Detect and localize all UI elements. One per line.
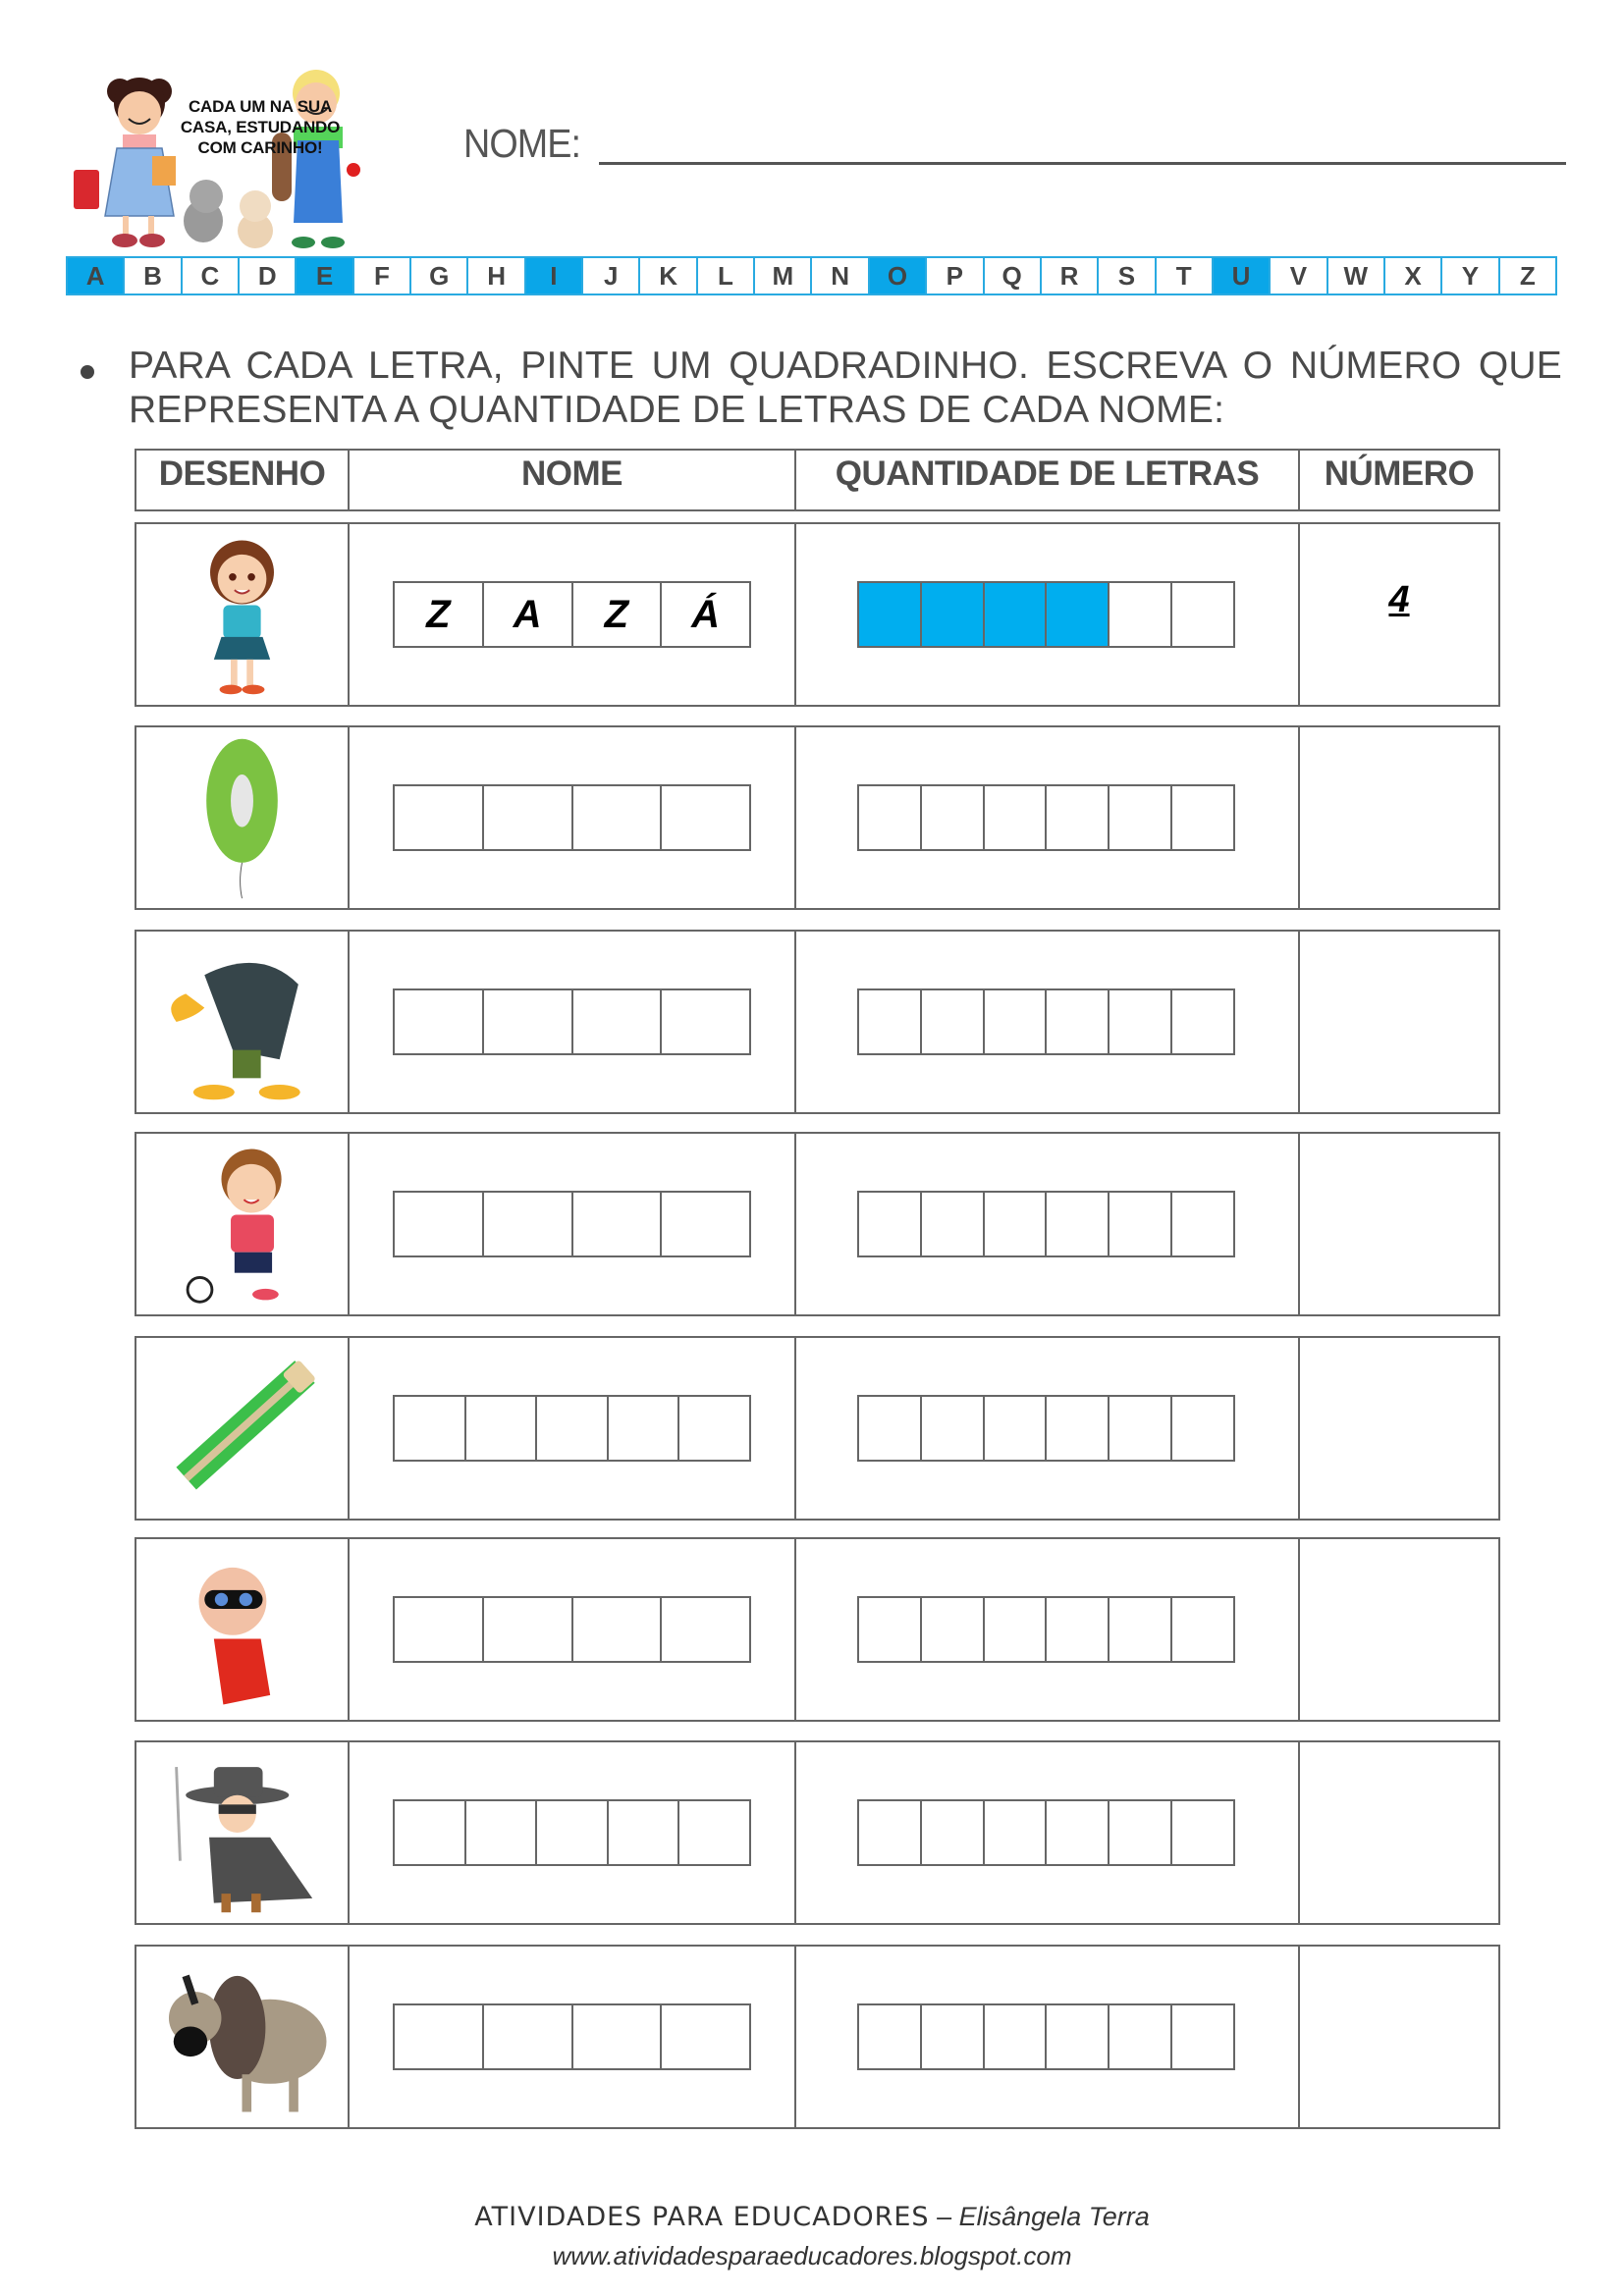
- name-letter-box[interactable]: A: [484, 583, 573, 646]
- quantity-square[interactable]: [922, 786, 985, 849]
- quantity-square[interactable]: [1110, 1598, 1172, 1661]
- alphabet-letter-m: M: [755, 258, 812, 294]
- alphabet-letter-h: H: [468, 258, 525, 294]
- name-letter-boxes: [393, 1799, 751, 1866]
- quantity-squares: [857, 1596, 1235, 1663]
- name-letter-box[interactable]: [484, 1598, 573, 1661]
- name-letter-boxes: [393, 1596, 751, 1663]
- name-letter-box[interactable]: [662, 2005, 749, 2068]
- quantity-square[interactable]: [1172, 583, 1233, 646]
- header-slogan: CADA UM NA SUA CASA, ESTUDANDO COM CARINHO!: [180, 97, 341, 157]
- quantity-square-filled[interactable]: [985, 583, 1048, 646]
- header-nome: NOME: [350, 451, 796, 509]
- alphabet-letter-z: Z: [1519, 260, 1536, 291]
- quantity-square[interactable]: [985, 1397, 1048, 1460]
- name-letter-box[interactable]: [395, 1193, 484, 1255]
- picture-cell: [136, 1539, 350, 1720]
- alphabet-letter-f: F: [354, 258, 411, 294]
- footer-brand: ATIVIDADES PARA EDUCADORES: [474, 2202, 930, 2232]
- quantity-square[interactable]: [922, 1193, 985, 1255]
- name-letter-box[interactable]: [395, 1397, 466, 1460]
- picture-cell: [136, 1338, 350, 1519]
- name-letter-box[interactable]: [466, 1801, 538, 1864]
- name-letter-boxes: [393, 784, 751, 851]
- quantity-square[interactable]: [859, 2005, 922, 2068]
- quantity-cell: [796, 1134, 1300, 1314]
- quantity-square[interactable]: [922, 1801, 985, 1864]
- quantity-square[interactable]: [1110, 786, 1172, 849]
- quantity-squares: [857, 1191, 1235, 1257]
- alphabet-letter-a: A: [68, 258, 125, 294]
- quantity-square[interactable]: [922, 1397, 985, 1460]
- girl-icon: [144, 530, 340, 699]
- name-letter-box[interactable]: [395, 990, 484, 1053]
- alphabet-letter-o: O: [870, 258, 927, 294]
- name-cell: [350, 1134, 796, 1314]
- name-field-line[interactable]: [599, 162, 1566, 165]
- name-letter-boxes: [393, 988, 751, 1055]
- table-row: [135, 522, 1500, 707]
- green-balloon-letter-o-icon: [144, 733, 340, 902]
- quantity-square[interactable]: [1047, 1397, 1110, 1460]
- table-row: [135, 930, 1500, 1114]
- picture-cell: [136, 524, 350, 705]
- name-letter-box[interactable]: [395, 2005, 484, 2068]
- quantity-square[interactable]: [1047, 786, 1110, 849]
- quantity-square[interactable]: [859, 1801, 922, 1864]
- name-cell: [350, 1338, 796, 1519]
- table-row: [135, 1945, 1500, 2129]
- quantity-square[interactable]: [1172, 786, 1233, 849]
- name-cell: [350, 1947, 796, 2127]
- quantity-square[interactable]: [1047, 2005, 1110, 2068]
- name-letter-box[interactable]: [679, 1397, 749, 1460]
- quantity-square[interactable]: [1047, 1598, 1110, 1661]
- name-letter-box[interactable]: [609, 1397, 680, 1460]
- quantity-cell: [796, 1539, 1300, 1720]
- number-cell[interactable]: [1300, 524, 1498, 705]
- vulture-cartoon-icon: [144, 937, 340, 1106]
- quantity-square[interactable]: [1110, 2005, 1172, 2068]
- header-numero: NÚMERO: [1324, 454, 1475, 493]
- name-letter-box[interactable]: Z: [395, 583, 484, 646]
- quantity-square[interactable]: [859, 786, 922, 849]
- quantity-square[interactable]: [1110, 583, 1172, 646]
- quantity-square[interactable]: [985, 786, 1048, 849]
- number-cell[interactable]: [1300, 1742, 1498, 1923]
- alphabet-letter-l: L: [698, 258, 755, 294]
- footer-author: Elisângela Terra: [958, 2202, 1150, 2231]
- quantity-squares: [857, 988, 1235, 1055]
- instruction-text: PARA CADA LETRA, PINTE UM QUADRADINHO. ESCREVA O NÚMERO QUE REPRESENTA A QUANTIDADE DE LETRAS DE CADA NOME:: [129, 345, 1562, 431]
- quantity-cell: [796, 1742, 1300, 1923]
- name-letter-boxes: [393, 1191, 751, 1257]
- quantity-square[interactable]: [985, 1193, 1048, 1255]
- alphabet-letter-u: U: [1214, 258, 1271, 294]
- number-value: 4: [1388, 579, 1410, 620]
- alphabet-letter-b: B: [125, 258, 182, 294]
- name-letter-box[interactable]: [395, 1801, 466, 1864]
- table-row: [135, 1336, 1500, 1521]
- name-letter-box[interactable]: [573, 2005, 663, 2068]
- quantity-square[interactable]: [859, 1397, 922, 1460]
- name-letter-box[interactable]: [466, 1397, 538, 1460]
- quantity-square[interactable]: [1172, 1801, 1233, 1864]
- zorro-cartoon-icon: [144, 1748, 340, 1917]
- name-letter-box[interactable]: [662, 786, 749, 849]
- alphabet-letter-k: K: [640, 258, 697, 294]
- name-letter-boxes: [393, 581, 751, 648]
- alphabet-letter-x: X: [1385, 258, 1442, 294]
- quantity-square[interactable]: [1047, 990, 1110, 1053]
- quantity-square[interactable]: [1172, 1397, 1233, 1460]
- table-row: [135, 1132, 1500, 1316]
- masked-baby-superhero-icon: [144, 1545, 340, 1714]
- alphabet-letter-v: V: [1271, 258, 1327, 294]
- alphabet-letter-s: S: [1099, 258, 1156, 294]
- picture-cell: [136, 727, 350, 908]
- quantity-square[interactable]: [1172, 1598, 1233, 1661]
- quantity-square[interactable]: [1172, 2005, 1233, 2068]
- number-cell[interactable]: [1300, 1539, 1498, 1720]
- quantity-squares: [857, 1799, 1235, 1866]
- quantity-square[interactable]: [985, 1598, 1048, 1661]
- name-cell: [350, 1742, 796, 1923]
- quantity-square-filled[interactable]: [922, 583, 985, 646]
- picture-cell: [136, 1134, 350, 1314]
- number-cell[interactable]: [1300, 1338, 1498, 1519]
- alphabet-letter-t: T: [1157, 258, 1214, 294]
- quantity-cell: [796, 932, 1300, 1112]
- quantity-square[interactable]: [1110, 1801, 1172, 1864]
- name-cell: [350, 524, 796, 705]
- name-cell: [350, 932, 796, 1112]
- quantity-cell: [796, 1947, 1300, 2127]
- name-letter-box[interactable]: [573, 990, 663, 1053]
- name-letter-box[interactable]: Á: [691, 592, 721, 636]
- alphabet-letter-w: W: [1328, 258, 1385, 294]
- name-label: NOME:: [463, 121, 581, 166]
- name-letter-box[interactable]: [662, 1598, 749, 1661]
- quantity-square[interactable]: [1110, 1193, 1172, 1255]
- alphabet-letter-j: J: [583, 258, 640, 294]
- green-zipper-icon: [144, 1344, 340, 1513]
- number-cell[interactable]: [1300, 1134, 1498, 1314]
- name-letter-box[interactable]: [573, 786, 663, 849]
- alphabet-letter-p: P: [927, 258, 984, 294]
- quantity-squares: [857, 2003, 1235, 2070]
- alphabet-letter-r: R: [1042, 258, 1099, 294]
- name-letter-box[interactable]: [537, 1397, 609, 1460]
- name-letter-boxes: [393, 2003, 751, 2070]
- picture-cell: [136, 1742, 350, 1923]
- name-letter-box[interactable]: [609, 1801, 680, 1864]
- quantity-square[interactable]: [859, 1193, 922, 1255]
- number-cell[interactable]: [1300, 1947, 1498, 2127]
- quantity-cell: [796, 727, 1300, 908]
- name-cell: [350, 727, 796, 908]
- footer-url[interactable]: www.atividadesparaeducadores.blogspot.com: [552, 2241, 1072, 2270]
- table-row: [135, 725, 1500, 910]
- quantity-square[interactable]: [985, 1801, 1048, 1864]
- quantity-cell: [796, 1338, 1300, 1519]
- name-letter-box[interactable]: [679, 1801, 749, 1864]
- table-header: [135, 449, 1500, 511]
- name-letter-box[interactable]: [573, 1598, 663, 1661]
- name-letter-box[interactable]: [484, 2005, 573, 2068]
- quantity-square[interactable]: [1047, 1193, 1110, 1255]
- quantity-square[interactable]: [859, 990, 922, 1053]
- name-cell: [350, 1539, 796, 1720]
- alphabet-letter-i: I: [526, 258, 583, 294]
- alphabet-letter-y: Y: [1442, 258, 1499, 294]
- name-letter-box[interactable]: Z: [573, 583, 663, 646]
- quantity-square-filled[interactable]: [1047, 583, 1110, 646]
- table-row: [135, 1740, 1500, 1925]
- name-letter-box[interactable]: [662, 990, 749, 1053]
- footer-credit: [0, 2202, 1624, 2232]
- alphabet-letter-c: C: [183, 258, 240, 294]
- quantity-squares: [857, 1395, 1235, 1462]
- picture-cell: [136, 932, 350, 1112]
- quantity-square[interactable]: [1172, 1193, 1233, 1255]
- name-letter-box[interactable]: [573, 1193, 663, 1255]
- name-letter-box[interactable]: [662, 1193, 749, 1255]
- quantity-square[interactable]: [859, 1598, 922, 1661]
- quantity-square[interactable]: [922, 990, 985, 1053]
- name-letter-box[interactable]: [537, 1801, 609, 1864]
- quantity-square[interactable]: [985, 2005, 1048, 2068]
- quantity-square[interactable]: [1110, 1397, 1172, 1460]
- quantity-square[interactable]: [922, 1598, 985, 1661]
- quantity-square[interactable]: [922, 2005, 985, 2068]
- footer-separator: –: [929, 2202, 959, 2231]
- number-cell[interactable]: [1300, 727, 1498, 908]
- alphabet-letter-g: G: [411, 258, 468, 294]
- quantity-cell: [796, 524, 1300, 705]
- alphabet-letter-d: D: [240, 258, 297, 294]
- name-letter-box[interactable]: [484, 786, 573, 849]
- zebu-ox-icon: [144, 1952, 340, 2121]
- boy-playing-soccer-icon: [144, 1140, 340, 1308]
- quantity-square[interactable]: [1047, 1801, 1110, 1864]
- alphabet-letter-n: N: [812, 258, 869, 294]
- name-letter-box[interactable]: [484, 1193, 573, 1255]
- name-letter-boxes: [393, 1395, 751, 1462]
- header-quantidade: QUANTIDADE DE LETRAS: [796, 451, 1300, 509]
- quantity-squares: [857, 784, 1235, 851]
- quantity-square[interactable]: [1172, 990, 1233, 1053]
- quantity-square-filled[interactable]: [859, 583, 922, 646]
- quantity-squares: [857, 581, 1235, 648]
- quantity-square[interactable]: [985, 990, 1048, 1053]
- alphabet-bar: [66, 256, 1557, 295]
- header-desenho: DESENHO: [136, 451, 350, 509]
- name-letter-box[interactable]: [395, 786, 484, 849]
- table-row: [135, 1537, 1500, 1722]
- bullet-icon: [81, 365, 94, 379]
- name-letter-box[interactable]: [484, 990, 573, 1053]
- name-letter-box[interactable]: [395, 1598, 484, 1661]
- number-cell[interactable]: [1300, 932, 1498, 1112]
- quantity-square[interactable]: [1110, 990, 1172, 1053]
- alphabet-letter-e: E: [297, 258, 353, 294]
- alphabet-letter-q: Q: [985, 258, 1042, 294]
- picture-cell: [136, 1947, 350, 2127]
